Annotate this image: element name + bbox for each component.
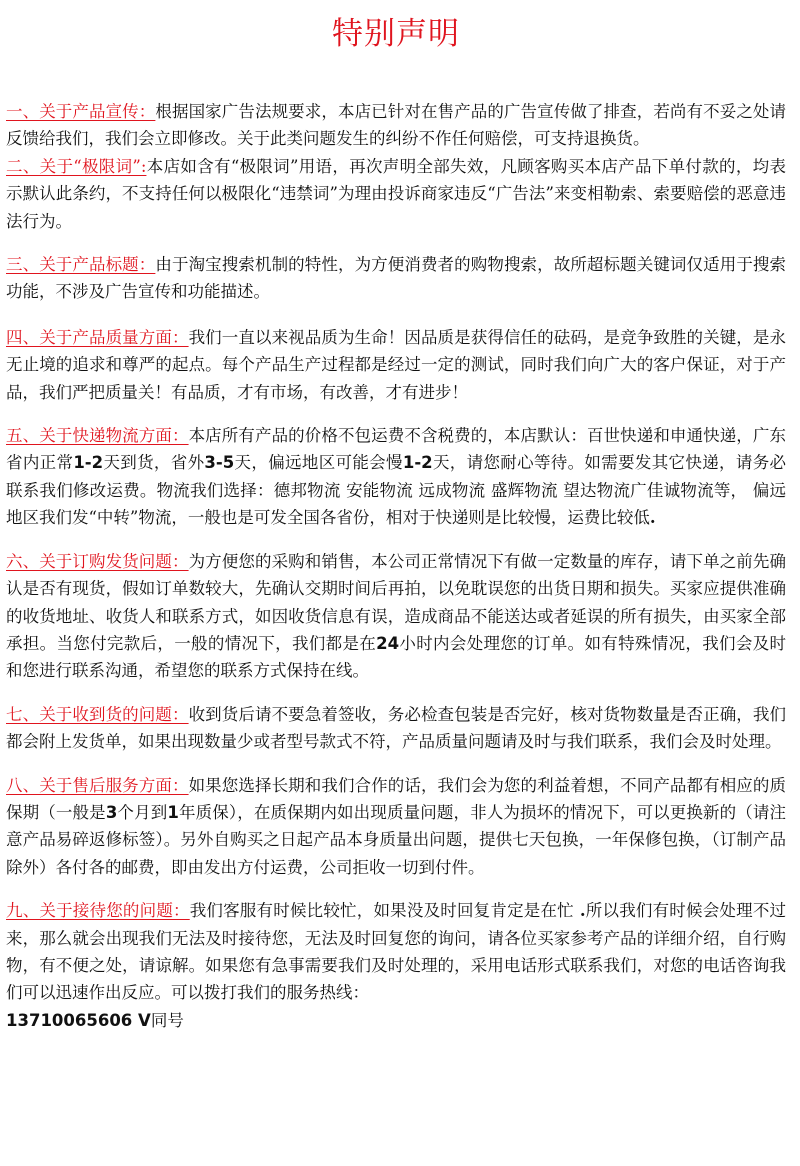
delivery-days-other: 3-5 bbox=[204, 453, 235, 473]
section-body-text: 我们客服有时候比较忙，如果没及时回复肯定是在忙 bbox=[189, 901, 574, 921]
section-heading: 三、关于产品标题： bbox=[6, 255, 156, 275]
section-body-text: 本店所有产品的价格不包运费不含税费的，本店默认：百世快递和申通快递，广东省内正常 bbox=[6, 426, 787, 473]
section-body-end: . bbox=[649, 508, 656, 528]
section-body: 根据国家广告法规要求，本店已针对在售产品的广告宣传做了排查，若尚有不妥之处请反馈给我们，我们会立即修改。关于此类问题发生的纠纷不作任何赔偿，可支持退换货。 bbox=[6, 102, 787, 149]
section-body-text: 天，请您耐心等待。如需要发其它快递，请务必联系我们修改运费。物流我们选择：德邦物流 安能物流 远成物流 盛辉物流 望达物流广佳诚物流等， 偏远地区我们发“中转”物流，一般也是可发全国各省份，相对于快递则是比较慢，运费比较低 bbox=[6, 453, 787, 528]
section-heading: 二、关于“极限词”: bbox=[6, 156, 147, 176]
delivery-days-delay: 1-2 bbox=[402, 453, 433, 473]
section-customer-service bbox=[6, 897, 786, 1034]
page-title: 特别声明 bbox=[332, 16, 460, 52]
warranty-years: 1 bbox=[167, 802, 179, 822]
delivery-days-local: 1-2 bbox=[73, 453, 104, 473]
section-body-dot: . bbox=[573, 901, 586, 921]
section-body-text: 天到货，省外 bbox=[103, 453, 205, 473]
warranty-months: 3 bbox=[105, 802, 118, 822]
section-shipping-logistics bbox=[6, 422, 786, 532]
section-body-text: 年质保），在质保期内如出现质量问题，非人为损坏的情况下，可以更换新的（请注意产品易碎返修标签）。另外自购买之日起产品本身质量出问题，提供七天包换，一年保修包换，（订制产品除外）各付各的邮费，即由发出方付运费，公司拒收一切到付件。 bbox=[6, 802, 787, 877]
section-heading: 四、关于产品质量方面： bbox=[6, 327, 189, 347]
section-body-text: 天，偏远地区可能会慢 bbox=[234, 453, 403, 473]
section-heading: 七、关于收到货的问题： bbox=[6, 704, 189, 724]
section-product-title bbox=[6, 251, 786, 306]
section-heading: 九、关于接待您的问题： bbox=[6, 901, 190, 921]
section-product-quality bbox=[6, 324, 786, 406]
section-body-text: 个月到 bbox=[117, 802, 168, 822]
processing-hours: 24 bbox=[376, 633, 400, 653]
section-body: 我们一直以来视品质为生命！因品质是获得信任的砝码，是竞争致胜的关键，是永无止境的追求和尊严的起点。每个产品生产过程都是经过一定的测试，同时我们向广大的客户保证，对于产品，我们严把质量关！有品质，才有市场，有改善，才有进步！ bbox=[6, 327, 787, 402]
section-goods-receipt bbox=[6, 701, 786, 756]
section-body: 收到货后请不要急着签收，务必检查包装是否完好，核对货物数量是否正确，我们都会附上发货单，如果出现数量少或者型号款式不符，产品质量问题请及时与我们联系，我们会及时处理。 bbox=[6, 704, 787, 752]
section-heading: 八、关于售后服务方面： bbox=[6, 775, 189, 795]
section-product-promotion bbox=[6, 98, 786, 153]
section-heading: 五、关于快递物流方面： bbox=[6, 426, 189, 446]
section-body-text: 如果您选择长期和我们合作的话，我们会为您的利益着想，不同产品都有相应的质保期（一般是 bbox=[6, 775, 787, 822]
section-heading: 六、关于订购发货问题： bbox=[6, 551, 189, 571]
section-order-delivery bbox=[6, 548, 786, 685]
section-body-text: 为方便您的采购和销售，本公司正常情况下有做一定数量的库存，请下单之前先确认是否有现货，假如订单数较大，先确认交期时间后再拍，以免耽误您的出货日期和损失。买家应提供准确的收货地址、收货人和联系方式，如因收货信息有误，造成商品不能送达或者延误的所有损失，由买家全部承担。当您付完款后，一般的情况下，我们都是在 bbox=[6, 551, 787, 653]
section-body: 本店如含有“极限词”用语，再次声明全部失效，凡顾客购买本店产品下单付款的，均表示默认此条约，不支持任何以极限化“违禁词”为理由投诉商家违反“广告法”来变相勒索、索要赔偿的恶意违法行为。 bbox=[6, 156, 786, 231]
section-extreme-words bbox=[6, 153, 786, 235]
section-body-text: 所以我们有时候会处理不过来，那么就会出现我们无法及时接待您，无法及时回复您的询问，请各位买家参考产品的详细介绍，自行购物，有不便之处，请谅解。如果您有急事需要我们及时处理的，采用电话形式联系我们，对您的电话咨询我们可以迅速作出反应。可以拨打我们的服务热线： bbox=[6, 901, 787, 1003]
section-body-text: 小时内会处理您的订单。如有特殊情况，我们会及时和您进行联系沟通，希望您的联系方式保持在线。 bbox=[6, 633, 787, 681]
hotline-suffix: 同号 bbox=[150, 1010, 184, 1030]
service-hotline: 13710065606 V bbox=[6, 1010, 151, 1030]
section-after-sales bbox=[6, 772, 786, 882]
section-heading: 一、关于产品宣传： bbox=[6, 102, 156, 121]
section-body: 由于淘宝搜索机制的特性，为方便消费者的购物搜索，故所超标题关键词仅适用于搜索功能，不涉及广告宣传和功能描述。 bbox=[6, 255, 787, 302]
